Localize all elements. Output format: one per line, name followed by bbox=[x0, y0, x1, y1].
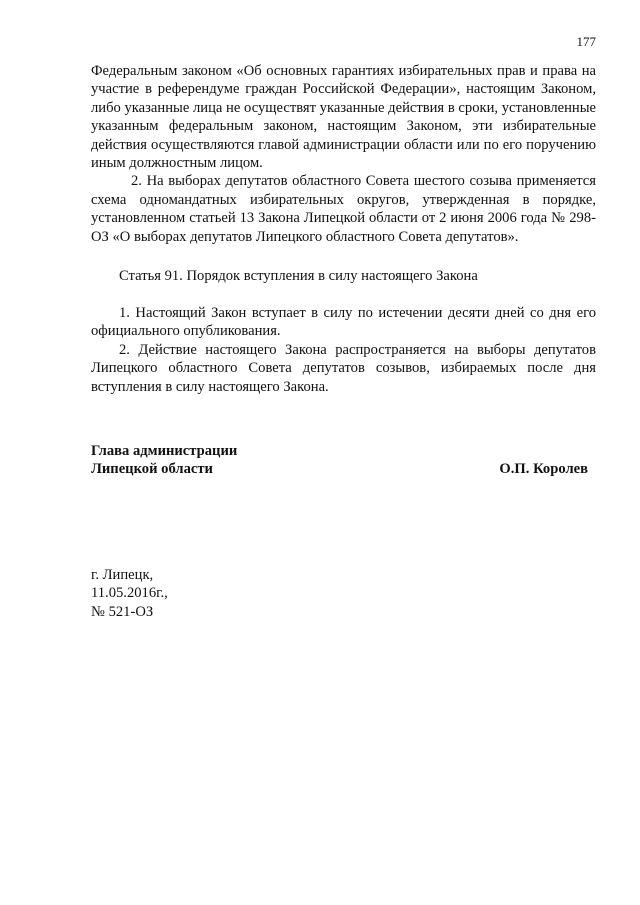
document-footer bbox=[91, 566, 168, 621]
paragraph-continuation: Федеральным законом «Об основных гарантиях избирательных прав и права на участие в референдуме граждан Российской Федерации», настоящим Законом, либо указанные лица не осуществят указанные действия в сроки, установленные указанным федеральным законом, настоящим Законом, эти избирательные действия осуществляются главой администрации области или по его поручению иным должностным лицом. bbox=[91, 63, 596, 172]
signature-title-line2: Липецкой области bbox=[91, 461, 213, 478]
footer-law-number: № 521-ОЗ bbox=[91, 603, 154, 620]
text-block-continuation bbox=[91, 62, 596, 246]
footer-date: 11.05.2016г., bbox=[91, 585, 168, 602]
paragraph-item-2: 2. На выборах депутатов областного Совета шестого созыва применяется схема одномандатных избирательных округов, утвержденная в порядке, установленном статьей 13 Закона Липецкой области от 2 июня 2006 года № 298-ОЗ «О выборах депутатов Липецкого областного Совета депутатов». bbox=[91, 173, 596, 245]
article-heading: Статья 91. Порядок вступления в силу настоящего Закона bbox=[119, 268, 478, 284]
footer-city: г. Липецк, bbox=[91, 567, 154, 583]
page-number: 177 bbox=[576, 34, 596, 49]
signature-title-line1: Глава администрации bbox=[91, 443, 238, 459]
signature-block bbox=[91, 442, 596, 479]
signatory-name: О.П. Королев bbox=[499, 461, 588, 478]
article-body bbox=[91, 304, 596, 396]
signature-row bbox=[91, 460, 596, 478]
article-paragraph-1: 1. Настоящий Закон вступает в силу по истечении десяти дней со дня его официального опубликования. bbox=[91, 305, 596, 340]
article-paragraph-2: 2. Действие настоящего Закона распространяется на выборы депутатов Липецкого областного Совета депутатов созывов, избираемых после дня вступления в силу настоящего Закона. bbox=[91, 341, 596, 395]
